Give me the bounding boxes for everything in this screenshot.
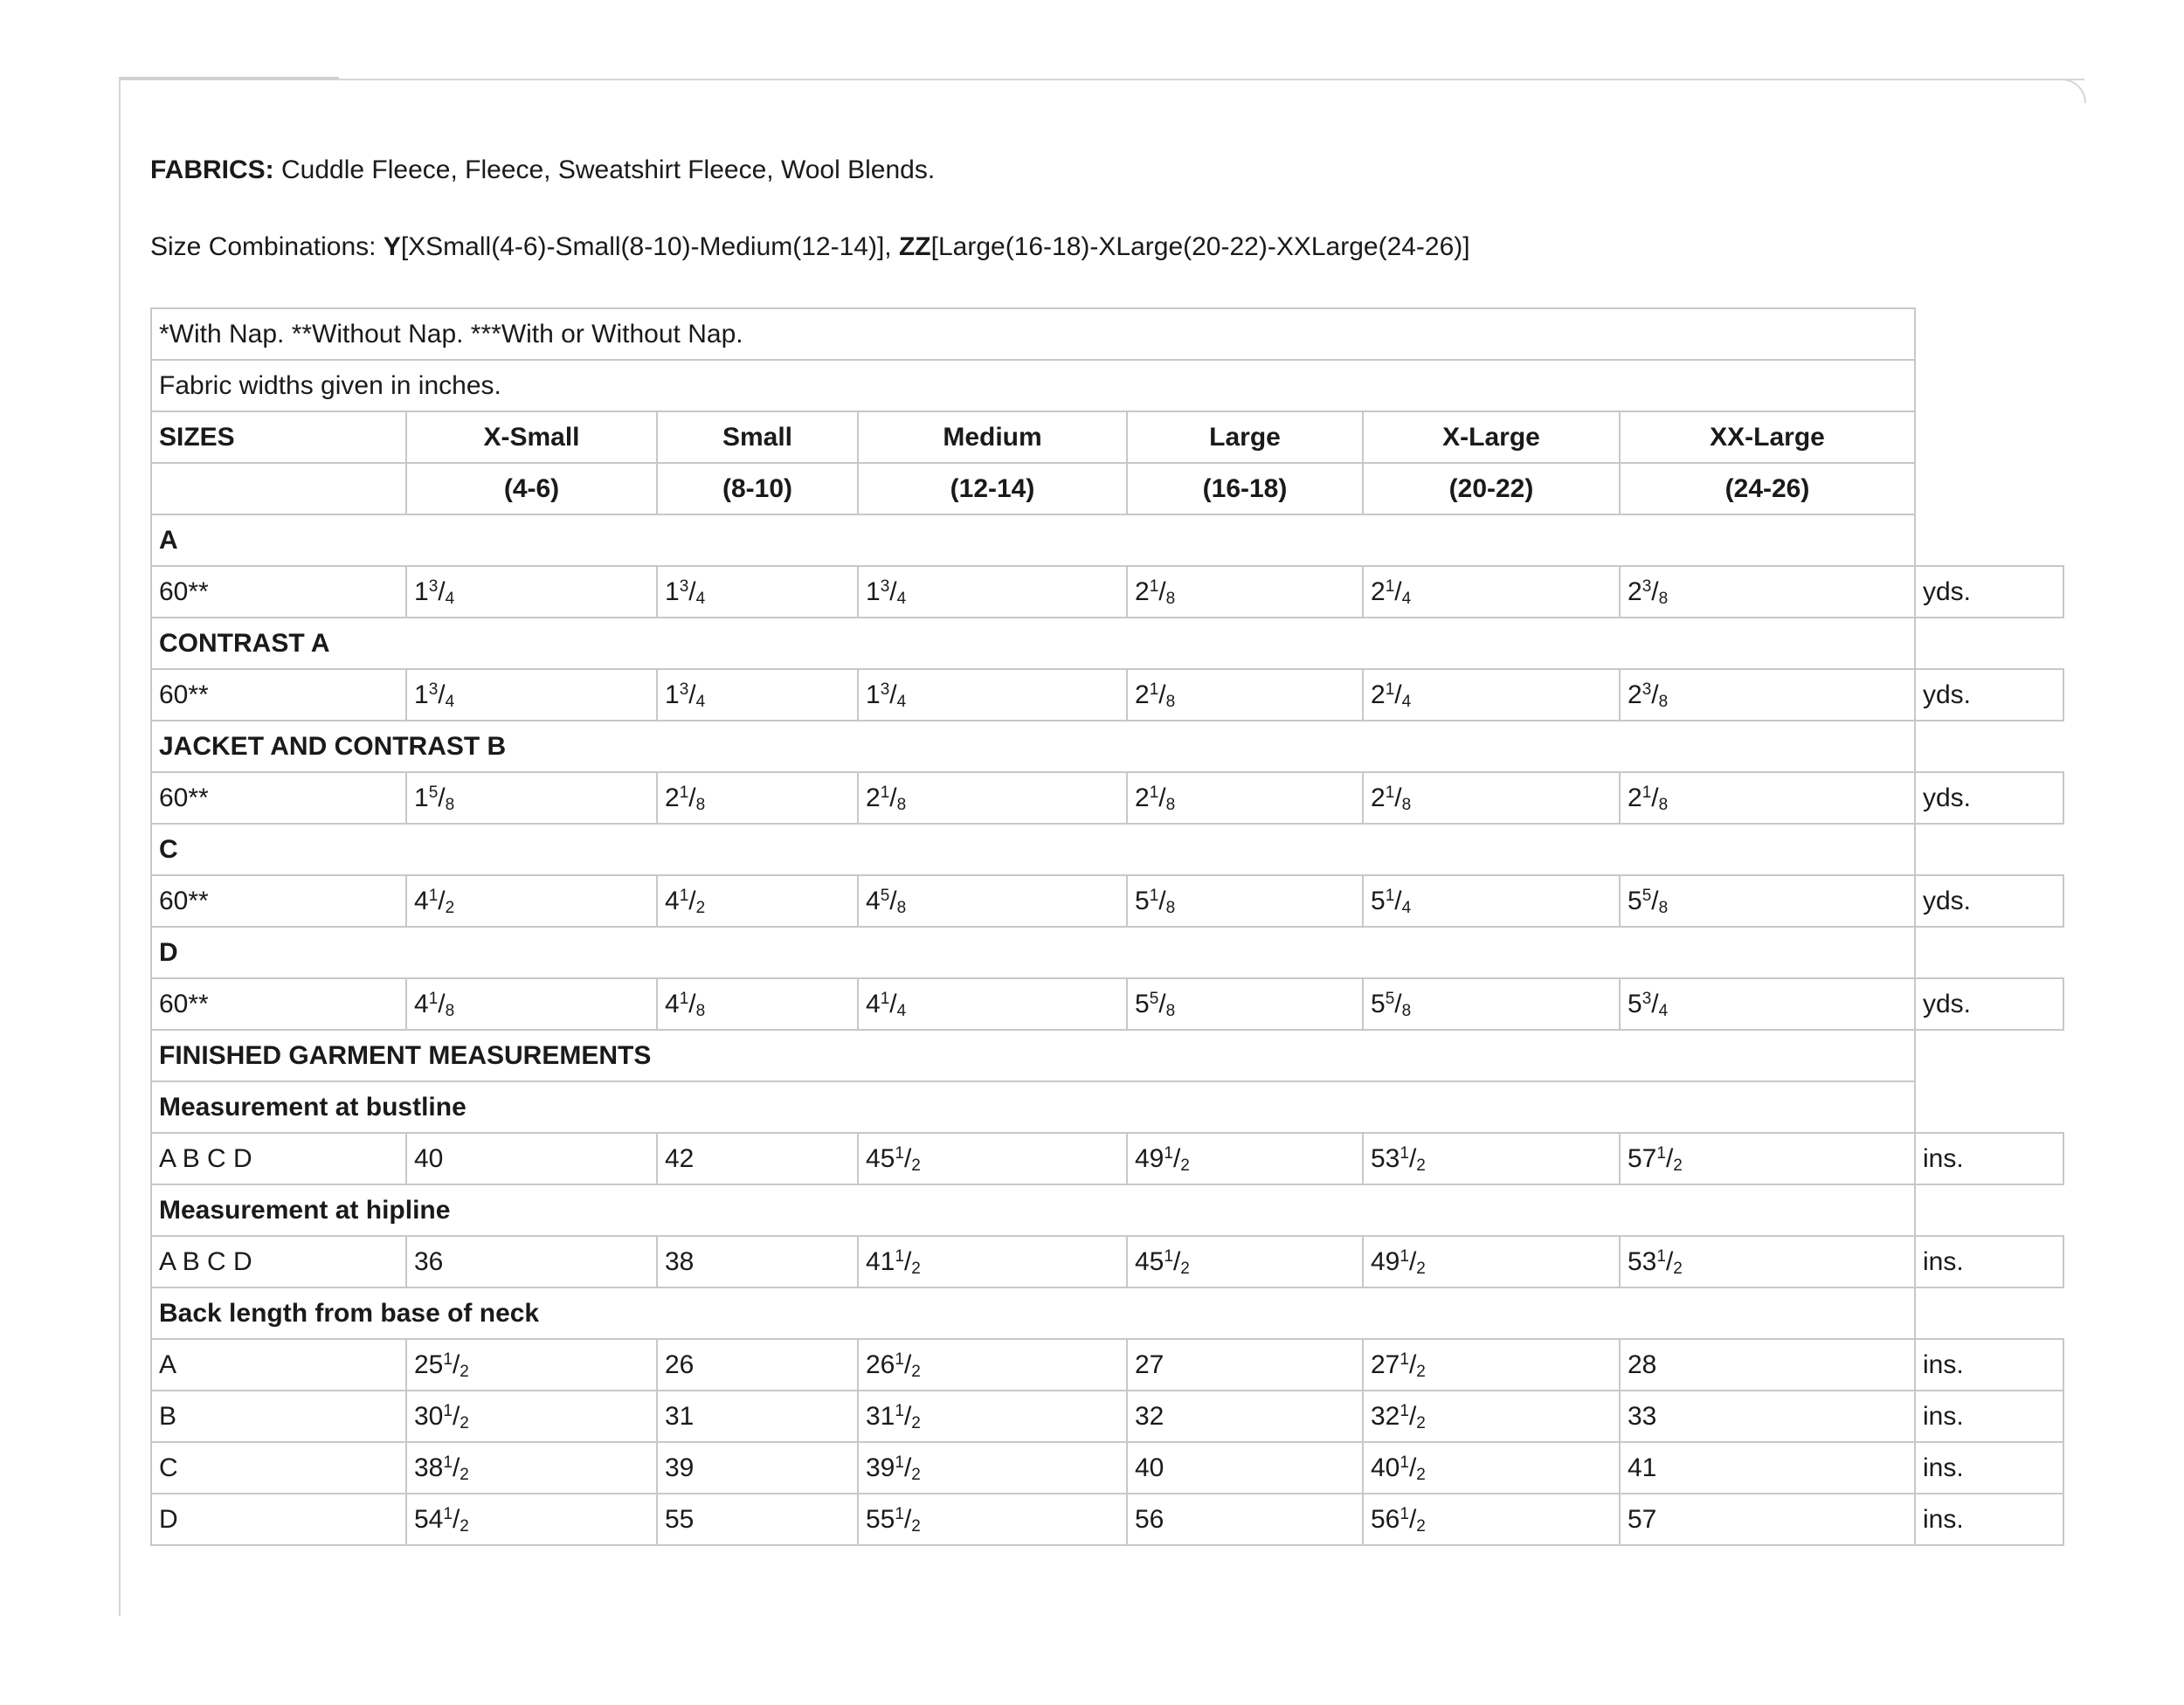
row-label: A B C D	[151, 1236, 406, 1287]
data-row	[151, 1494, 2063, 1545]
value-cell: $5^5/_8$	[1127, 978, 1363, 1030]
value-cell: $41^1/_2$	[858, 1236, 1127, 1287]
section-row	[151, 824, 2063, 875]
section-row	[151, 618, 2063, 669]
value-cell: $1^3/_4$	[657, 669, 858, 721]
section-title: Back length from base of neck	[151, 1287, 1915, 1339]
value-cell: 31	[657, 1391, 858, 1442]
value-cell: $2^1/_8$	[1620, 772, 1915, 824]
row-label: C	[151, 1442, 406, 1494]
value-cell: $1^3/_4$	[406, 669, 657, 721]
fabrics-line	[150, 155, 935, 185]
value-cell: $2^1/_8$	[1363, 772, 1620, 824]
fabrics-label: FABRICS:	[150, 155, 274, 184]
section-row	[151, 721, 2063, 772]
width-note: Fabric widths given in inches.	[151, 360, 1915, 411]
unit-cell: ins.	[1915, 1236, 2063, 1287]
section-title: JACKET AND CONTRAST B	[151, 721, 1915, 772]
value-cell: $54^1/_2$	[406, 1494, 657, 1545]
note-row	[151, 308, 2063, 360]
value-cell: $2^1/_8$	[657, 772, 858, 824]
size-code-zz: ZZ	[898, 232, 931, 261]
value-cell: 57	[1620, 1494, 1915, 1545]
section-row	[151, 1081, 2063, 1133]
value-cell: $1^5/_8$	[406, 772, 657, 824]
unit-cell: ins.	[1915, 1391, 2063, 1442]
unit-cell: yds.	[1915, 875, 2063, 927]
value-cell: 39	[657, 1442, 858, 1494]
value-cell: $55^1/_2$	[858, 1494, 1127, 1545]
value-cell: $2^3/_8$	[1620, 566, 1915, 618]
value-cell: 36	[406, 1236, 657, 1287]
size-range: (4-6)	[406, 463, 657, 514]
value-cell: $49^1/_2$	[1127, 1133, 1363, 1184]
size-header: X-Small	[406, 411, 657, 463]
value-cell: 40	[1127, 1442, 1363, 1494]
value-cell: $5^1/_8$	[1127, 875, 1363, 927]
unit-cell: yds.	[1915, 669, 2063, 721]
content-frame-corner	[2035, 79, 2086, 103]
value-cell: $32^1/_2$	[1363, 1391, 1620, 1442]
value-cell: $31^1/_2$	[858, 1391, 1127, 1442]
value-cell: $53^1/_2$	[1620, 1236, 1915, 1287]
data-row	[151, 875, 2063, 927]
row-label: 60**	[151, 978, 406, 1030]
value-cell: $2^1/_4$	[1363, 566, 1620, 618]
value-cell: $1^3/_4$	[406, 566, 657, 618]
nap-note: *With Nap. **Without Nap. ***With or Without Nap.	[151, 308, 1915, 360]
data-row	[151, 1236, 2063, 1287]
section-title: CONTRAST A	[151, 618, 1915, 669]
size-range: (24-26)	[1620, 463, 1915, 514]
value-cell: $5^5/_8$	[1620, 875, 1915, 927]
size-code-y: Y	[383, 232, 401, 261]
value-cell: 38	[657, 1236, 858, 1287]
value-cell: $2^1/_4$	[1363, 669, 1620, 721]
value-cell: $2^1/_8$	[1127, 669, 1363, 721]
value-cell: 55	[657, 1494, 858, 1545]
data-row	[151, 669, 2063, 721]
unit-cell: ins.	[1915, 1339, 2063, 1391]
size-range: (16-18)	[1127, 463, 1363, 514]
section-row	[151, 514, 2063, 566]
value-cell: $4^1/_8$	[406, 978, 657, 1030]
data-row	[151, 1133, 2063, 1184]
empty-cell	[151, 463, 406, 514]
value-cell: 41	[1620, 1442, 1915, 1494]
value-cell: $57^1/_2$	[1620, 1133, 1915, 1184]
value-cell: $4^1/_8$	[657, 978, 858, 1030]
unit-cell: ins.	[1915, 1442, 2063, 1494]
value-cell: $2^1/_8$	[1127, 772, 1363, 824]
size-header: Medium	[858, 411, 1127, 463]
section-title: Measurement at bustline	[151, 1081, 1915, 1133]
data-row	[151, 978, 2063, 1030]
section-title: FINISHED GARMENT MEASUREMENTS	[151, 1030, 1915, 1081]
value-cell: $39^1/_2$	[858, 1442, 1127, 1494]
size-range: (12-14)	[858, 463, 1127, 514]
note-row	[151, 360, 2063, 411]
unit-cell: ins.	[1915, 1133, 2063, 1184]
data-row	[151, 1339, 2063, 1391]
content-frame-left	[119, 79, 121, 1616]
section-row	[151, 1030, 2063, 1081]
value-cell: 32	[1127, 1391, 1363, 1442]
value-cell: $2^3/_8$	[1620, 669, 1915, 721]
value-cell: $2^1/_8$	[858, 772, 1127, 824]
yardage-table-body	[151, 308, 2063, 1545]
section-row	[151, 1287, 2063, 1339]
unit-cell: ins.	[1915, 1494, 2063, 1545]
data-row	[151, 1391, 2063, 1442]
value-cell: $4^1/_2$	[406, 875, 657, 927]
size-range-y: [XSmall(4-6)-Small(8-10)-Medium(12-14)],	[400, 232, 892, 261]
size-header: X-Large	[1363, 411, 1620, 463]
yardage-table	[150, 307, 2064, 1546]
value-cell: $1^3/_4$	[858, 566, 1127, 618]
value-cell: $45^1/_2$	[1127, 1236, 1363, 1287]
size-combinations-label: Size Combinations:	[150, 232, 377, 261]
value-cell: $53^1/_2$	[1363, 1133, 1620, 1184]
value-cell: $38^1/_2$	[406, 1442, 657, 1494]
section-title: Measurement at hipline	[151, 1184, 1915, 1236]
value-cell: $45^1/_2$	[858, 1133, 1127, 1184]
value-cell: $4^1/_4$	[858, 978, 1127, 1030]
value-cell: 26	[657, 1339, 858, 1391]
value-cell: 56	[1127, 1494, 1363, 1545]
value-cell: $4^5/_8$	[858, 875, 1127, 927]
unit-cell: yds.	[1915, 566, 2063, 618]
size-range: (8-10)	[657, 463, 858, 514]
value-cell: $5^3/_4$	[1620, 978, 1915, 1030]
row-label: 60**	[151, 772, 406, 824]
section-row	[151, 1184, 2063, 1236]
value-cell: $40^1/_2$	[1363, 1442, 1620, 1494]
section-title: A	[151, 514, 1915, 566]
section-title: C	[151, 824, 1915, 875]
sizes-label: SIZES	[151, 411, 406, 463]
row-label: 60**	[151, 875, 406, 927]
unit-cell: yds.	[1915, 772, 2063, 824]
value-cell: $56^1/_2$	[1363, 1494, 1620, 1545]
row-label: A	[151, 1339, 406, 1391]
value-cell: $1^3/_4$	[657, 566, 858, 618]
value-cell: $1^3/_4$	[858, 669, 1127, 721]
data-row	[151, 1442, 2063, 1494]
value-cell: $5^5/_8$	[1363, 978, 1620, 1030]
value-cell: $27^1/_2$	[1363, 1339, 1620, 1391]
fabrics-text: Cuddle Fleece, Fleece, Sweatshirt Fleece, Wool Blends.	[281, 155, 936, 184]
value-cell: 33	[1620, 1391, 1915, 1442]
value-cell: $26^1/_2$	[858, 1339, 1127, 1391]
value-cell: $4^1/_2$	[657, 875, 858, 927]
row-label: A B C D	[151, 1133, 406, 1184]
size-header: Small	[657, 411, 858, 463]
value-cell: $25^1/_2$	[406, 1339, 657, 1391]
size-range-row	[151, 463, 2063, 514]
value-cell: $30^1/_2$	[406, 1391, 657, 1442]
size-header: XX-Large	[1620, 411, 1915, 463]
unit-cell: yds.	[1915, 978, 2063, 1030]
value-cell: 27	[1127, 1339, 1363, 1391]
size-header: Large	[1127, 411, 1363, 463]
data-row	[151, 566, 2063, 618]
value-cell: 40	[406, 1133, 657, 1184]
section-title: D	[151, 927, 1915, 978]
value-cell: 42	[657, 1133, 858, 1184]
row-label: B	[151, 1391, 406, 1442]
row-label: 60**	[151, 566, 406, 618]
data-row	[151, 772, 2063, 824]
value-cell: $49^1/_2$	[1363, 1236, 1620, 1287]
size-range-zz: [Large(16-18)-XLarge(20-22)-XXLarge(24-26)]	[930, 232, 1470, 261]
row-label: 60**	[151, 669, 406, 721]
value-cell: $2^1/_8$	[1127, 566, 1363, 618]
size-combinations-line	[150, 232, 1470, 262]
value-cell: $5^1/_4$	[1363, 875, 1620, 927]
size-range: (20-22)	[1363, 463, 1620, 514]
value-cell: 28	[1620, 1339, 1915, 1391]
size-header-row	[151, 411, 2063, 463]
content-frame-tab	[119, 77, 339, 79]
content-frame-top	[119, 79, 2084, 80]
section-row	[151, 927, 2063, 978]
row-label: D	[151, 1494, 406, 1545]
